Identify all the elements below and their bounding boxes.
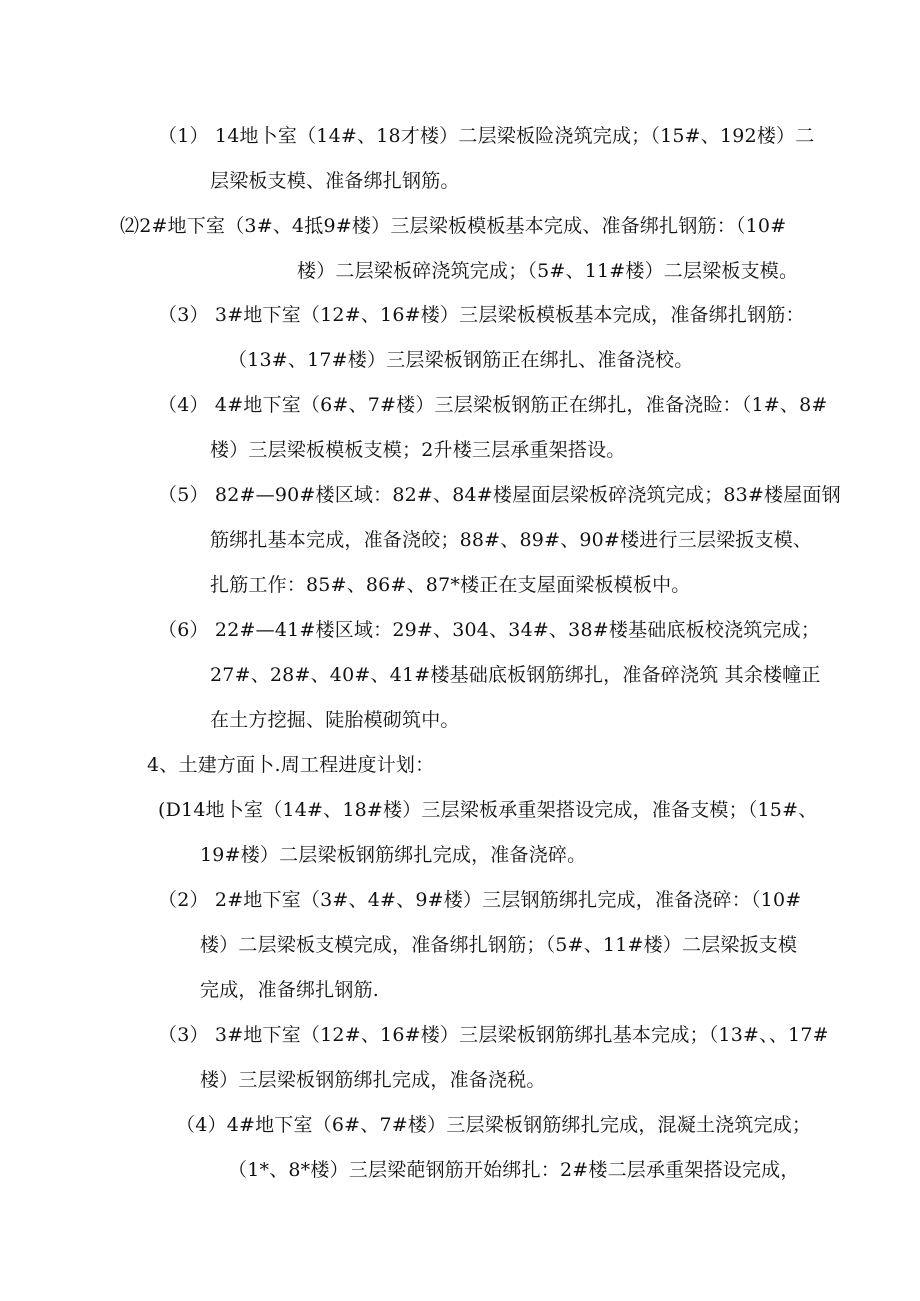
text-line: （3） 3#地下室（12#、16#楼）三层梁板钢筋绑扎基本完成；（13#、、17# — [158, 1024, 829, 1046]
text-line: 层梁板支模、准备绑扎钢筋。 — [210, 170, 460, 192]
text-line: 楼）二层梁板支模完成，准备绑扎钢筋；（5#、11#楼）二层梁扳支模 — [200, 934, 798, 956]
text-line: 筋绑扎基本完成，准备浇皎；88#、89#、90#楼进行三层梁扳支模、 — [210, 529, 813, 551]
text-line: 楼）二层梁板碎浇筑完成；（5#、11#楼）二层梁板支模。 — [297, 260, 799, 282]
text-line: 27#、28#、40#、41#楼基础底板钢筋绑扎，准备碎浇筑 其余楼幢正 — [210, 664, 821, 686]
text-line: (D14地卜室（14#、18#楼）三层梁板承重架搭设完成，准备支模；（15#、 — [158, 799, 818, 821]
text-line: （6） 22#—41#楼区域：29#、304、34#、38#楼基础底板校浇筑完成； — [158, 619, 821, 641]
text-line: 楼）三层梁板模板支模；2升楼三层承重架搭设。 — [210, 439, 626, 461]
text-line: 完成，准备绑扎钢筋. — [200, 979, 380, 1001]
text-line: （4）4#地下室（6#、7#楼）三层梁板钢筋绑扎完成，混凝土浇筑完成； — [176, 1114, 812, 1136]
text-line: 19#楼）二层梁板钢筋绑扎完成，准备浇碎。 — [200, 844, 587, 866]
text-line: （3） 3#地下室（12#、16#楼）三层梁板模板基本完成，准备绑扎钢筋： — [158, 304, 805, 326]
text-line: （4） 4#地下室（6#、7#楼）三层梁板钢筋正在绑扎，准备浇睑：（1#、8# — [158, 394, 828, 416]
text-line: ⑵2#地下室（3#、4抵9#楼）三层梁板模板基本完成、准备绑扎钢筋：（10# — [120, 215, 787, 237]
text-line: （2） 2#地下室（3#、4#、9#楼）三层钢筋绑扎完成，准备浇碎：（10# — [158, 889, 802, 911]
text-line: （1） 14地卜室（14#、18才楼）二层梁板险浇筑完成；（15#、192楼）二 — [158, 125, 815, 147]
text-line: 扎筋工作：85#、86#、87*楼正在支屋面梁板模板中。 — [210, 574, 691, 596]
text-line: 在土方挖掘、陡胎模砌筑中。 — [210, 709, 460, 731]
text-line: 楼）三层梁板钢筋绑扎完成，准备浇税。 — [200, 1069, 546, 1091]
text-line: （5） 82#—90#楼区域：82#、84#楼屋面层梁板碎浇筑完成；83#楼屋面钢 — [158, 484, 841, 506]
text-line: （1*、8*楼）三层梁葩钢筋开始绑扎：2#楼二层承重架搭设完成， — [228, 1159, 800, 1181]
section-heading: 4、土建方面卜.周工程进度计划： — [147, 754, 435, 776]
text-line: （13#、17#楼）三层梁板钢筋正在绑扎、准备浇校。 — [228, 349, 694, 371]
